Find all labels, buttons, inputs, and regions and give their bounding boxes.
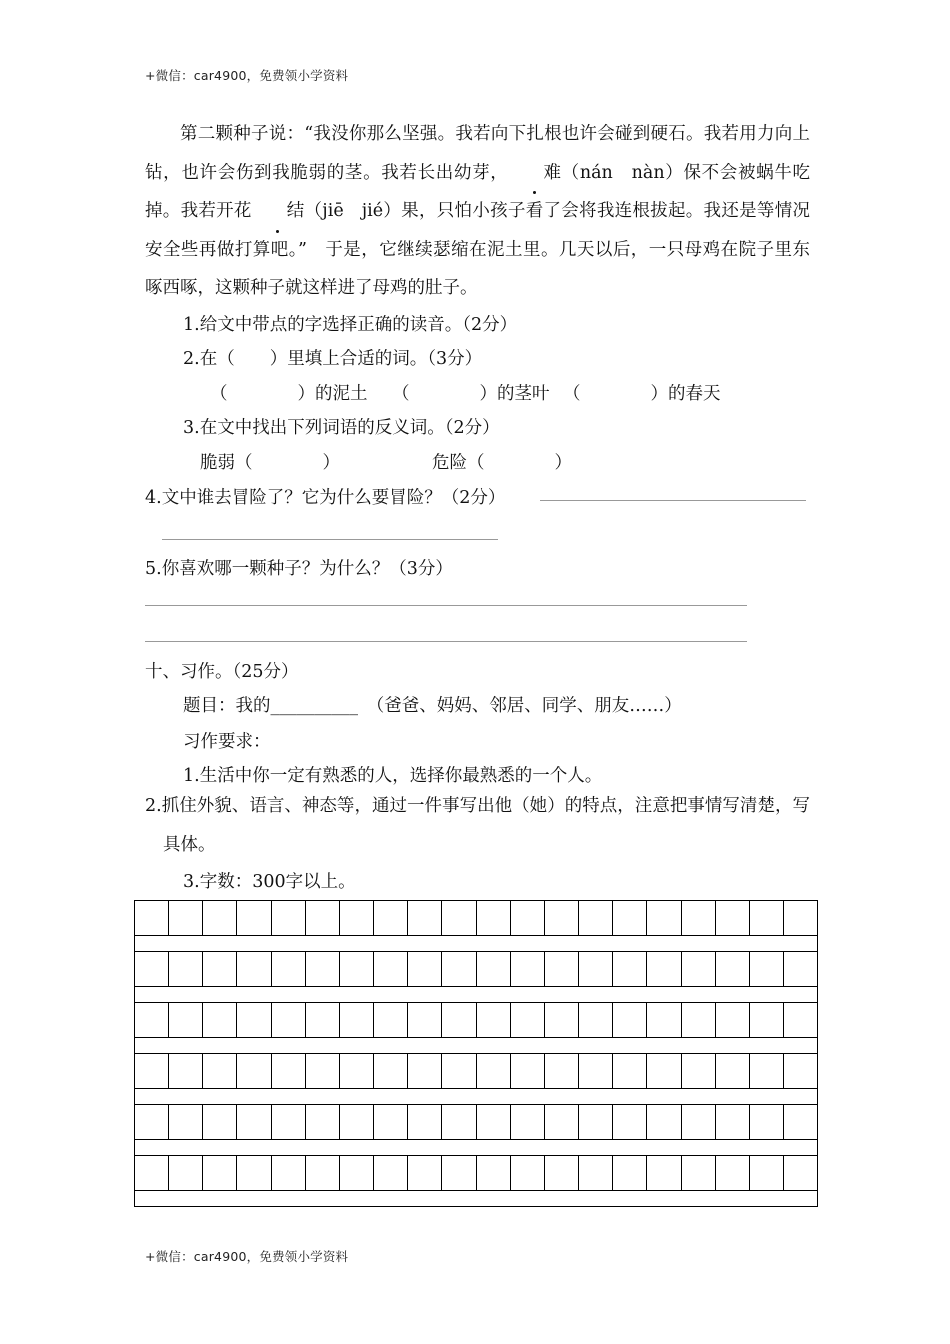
question-1: 1.给文中带点的字选择正确的读音。（2分）	[183, 315, 518, 335]
grid-cell[interactable]	[135, 1156, 169, 1190]
grid-cell[interactable]	[545, 1003, 579, 1037]
grid-cell[interactable]	[169, 1003, 203, 1037]
grid-cell[interactable]	[169, 1105, 203, 1139]
writing-grid[interactable]	[134, 900, 818, 1207]
grid-cell[interactable]	[784, 1054, 817, 1088]
q5-answer-line-2[interactable]	[145, 641, 747, 642]
grid-cell[interactable]	[442, 1054, 476, 1088]
grid-cell[interactable]	[716, 1105, 750, 1139]
grid-cell[interactable]	[613, 1156, 647, 1190]
requirement-1: 1.生活中你一定有熟悉的人，选择你最熟悉的一个人。	[183, 766, 603, 786]
grid-cell[interactable]	[340, 952, 374, 986]
grid-cell[interactable]	[579, 1105, 613, 1139]
q4-answer-line-2[interactable]	[162, 539, 498, 540]
grid-row-gap	[135, 987, 817, 1003]
passage-part-c: （jiē jié）果，只怕小孩子看了会将我连根拔起。我还是等情况安全些再做打算吧。” 于是，它继续瑟缩在泥土里。几天以后，一只母鸡在院子里东啄西啄，这颗种子就这样进了母鸡的肚子。	[145, 201, 810, 298]
grid-cell[interactable]	[306, 901, 340, 935]
grid-cell[interactable]	[511, 901, 545, 935]
header-note: +微信：car4900，免费领小学资料	[145, 68, 349, 83]
grid-cell[interactable]	[203, 901, 237, 935]
grid-cell[interactable]	[203, 1003, 237, 1037]
grid-cell[interactable]	[613, 1003, 647, 1037]
composition-topic: 题目：我的__________ （爸爸、妈妈、邻居、同学、朋友……）	[183, 696, 682, 716]
grid-row-gap	[135, 1038, 817, 1054]
grid-cell[interactable]	[579, 901, 613, 935]
grid-cell[interactable]	[374, 1054, 408, 1088]
grid-cell[interactable]	[545, 1105, 579, 1139]
grid-cell[interactable]	[169, 1156, 203, 1190]
grid-cell[interactable]	[408, 1105, 442, 1139]
q4-answer-line-1[interactable]	[540, 500, 806, 501]
grid-cell[interactable]	[442, 1156, 476, 1190]
grid-cell[interactable]	[374, 952, 408, 986]
grid-cell[interactable]	[169, 952, 203, 986]
grid-cell[interactable]	[511, 1003, 545, 1037]
question-5: 5.你喜欢哪一颗种子？为什么？（3分）	[145, 559, 453, 579]
grid-cell[interactable]	[442, 952, 476, 986]
grid-cell[interactable]	[545, 901, 579, 935]
grid-cell[interactable]	[511, 1054, 545, 1088]
grid-cell[interactable]	[272, 1105, 306, 1139]
grid-cell[interactable]	[511, 952, 545, 986]
grid-cell[interactable]	[477, 1105, 511, 1139]
grid-cell[interactable]	[408, 1054, 442, 1088]
grid-cell[interactable]	[169, 901, 203, 935]
grid-cell[interactable]	[237, 1054, 271, 1088]
grid-cell[interactable]	[647, 1003, 681, 1037]
grid-cell[interactable]	[647, 901, 681, 935]
grid-cell[interactable]	[340, 1105, 374, 1139]
grid-cell[interactable]	[477, 901, 511, 935]
grid-cell[interactable]	[272, 1054, 306, 1088]
grid-cell[interactable]	[579, 1054, 613, 1088]
grid-cell[interactable]	[374, 1003, 408, 1037]
grid-cell[interactable]	[237, 1105, 271, 1139]
grid-cell[interactable]	[169, 1054, 203, 1088]
grid-cell[interactable]	[511, 1156, 545, 1190]
grid-cell[interactable]	[613, 1054, 647, 1088]
grid-cell[interactable]	[135, 1105, 169, 1139]
dotted-char-jie: 结	[252, 192, 305, 231]
grid-cell[interactable]	[511, 1105, 545, 1139]
grid-row	[135, 1105, 817, 1140]
grid-cell[interactable]	[716, 1003, 750, 1037]
grid-cell[interactable]	[545, 1054, 579, 1088]
requirement-2: 2.抓住外貌、语言、神态等，通过一件事写出他（她）的特点，注意把事情写清楚，写具体。	[145, 796, 810, 855]
grid-cell[interactable]	[340, 901, 374, 935]
grid-cell[interactable]	[477, 1054, 511, 1088]
grid-cell[interactable]	[408, 952, 442, 986]
grid-cell[interactable]	[442, 901, 476, 935]
grid-cell[interactable]	[374, 901, 408, 935]
grid-cell[interactable]	[203, 1105, 237, 1139]
grid-cell[interactable]	[477, 952, 511, 986]
grid-cell[interactable]	[408, 901, 442, 935]
dotted-char-nan: 难	[508, 154, 561, 193]
grid-row	[135, 1156, 817, 1191]
grid-cell[interactable]	[716, 952, 750, 986]
grid-cell[interactable]	[750, 1003, 784, 1037]
grid-cell[interactable]	[237, 1003, 271, 1037]
grid-cell[interactable]	[340, 1156, 374, 1190]
composition-title: 十、习作。（25分）	[145, 662, 299, 682]
grid-cell[interactable]	[784, 1156, 817, 1190]
grid-row-gap	[135, 1089, 817, 1105]
grid-cell[interactable]	[682, 1003, 716, 1037]
grid-cell[interactable]	[237, 1156, 271, 1190]
grid-cell[interactable]	[340, 1003, 374, 1037]
grid-cell[interactable]	[716, 901, 750, 935]
grid-cell[interactable]	[203, 1156, 237, 1190]
grid-cell[interactable]	[682, 1054, 716, 1088]
grid-cell[interactable]	[647, 952, 681, 986]
grid-cell[interactable]	[682, 1156, 716, 1190]
grid-cell[interactable]	[272, 1156, 306, 1190]
grid-cell[interactable]	[135, 952, 169, 986]
passage-paragraph	[145, 115, 810, 308]
grid-cell[interactable]	[306, 1105, 340, 1139]
grid-cell[interactable]	[272, 901, 306, 935]
grid-cell[interactable]	[750, 901, 784, 935]
passage-part-a: 第二颗种子说：“我没你那么坚强。我若向下扎根也许会碰到硬石。我若用力向上钻，也许会伤到我脆弱的茎。我若长出幼芽，	[145, 124, 810, 183]
q2-blank-spring[interactable]: （ ）的春天	[563, 384, 721, 404]
grid-cell[interactable]	[237, 901, 271, 935]
grid-cell[interactable]	[750, 1105, 784, 1139]
grid-cell[interactable]	[545, 1156, 579, 1190]
grid-cell[interactable]	[306, 1054, 340, 1088]
grid-cell[interactable]	[408, 1156, 442, 1190]
requirements-label: 习作要求：	[183, 732, 271, 752]
q3-antonym-danger[interactable]: 危险（ ）	[432, 453, 572, 473]
grid-cell[interactable]	[784, 952, 817, 986]
grid-row	[135, 952, 817, 987]
grid-cell[interactable]	[716, 1054, 750, 1088]
grid-cell[interactable]	[750, 952, 784, 986]
grid-cell[interactable]	[716, 1156, 750, 1190]
grid-cell[interactable]	[272, 1003, 306, 1037]
grid-cell[interactable]	[306, 952, 340, 986]
grid-row	[135, 901, 817, 936]
grid-cell[interactable]	[135, 1003, 169, 1037]
grid-cell[interactable]	[750, 1156, 784, 1190]
grid-row-gap	[135, 1140, 817, 1156]
footer-note: +微信：car4900，免费领小学资料	[145, 1249, 349, 1264]
grid-cell[interactable]	[682, 1105, 716, 1139]
question-4: 4.文中谁去冒险了？它为什么要冒险？（2分）	[145, 488, 506, 508]
grid-cell[interactable]	[203, 952, 237, 986]
grid-cell[interactable]	[340, 1054, 374, 1088]
grid-cell[interactable]	[682, 901, 716, 935]
grid-cell[interactable]	[306, 1156, 340, 1190]
grid-cell[interactable]	[613, 1105, 647, 1139]
passage-part-b: （nán nàn）保不会被蜗牛吃掉。我若开花	[145, 162, 810, 221]
grid-cell[interactable]	[203, 1054, 237, 1088]
grid-cell[interactable]	[135, 1054, 169, 1088]
grid-cell[interactable]	[579, 1003, 613, 1037]
grid-cell[interactable]	[442, 1105, 476, 1139]
grid-cell[interactable]	[784, 1003, 817, 1037]
grid-cell[interactable]	[579, 952, 613, 986]
grid-cell[interactable]	[135, 901, 169, 935]
grid-row	[135, 1054, 817, 1089]
grid-row	[135, 1003, 817, 1038]
grid-cell[interactable]	[682, 952, 716, 986]
grid-cell[interactable]	[374, 1156, 408, 1190]
grid-cell[interactable]	[750, 1054, 784, 1088]
grid-cell[interactable]	[477, 1156, 511, 1190]
grid-cell[interactable]	[784, 901, 817, 935]
q3-antonym-fragile[interactable]: 脆弱（ ）	[200, 453, 340, 473]
grid-cell[interactable]	[613, 901, 647, 935]
grid-cell[interactable]	[784, 1105, 817, 1139]
q2-blank-soil[interactable]: （ ）的泥土	[210, 384, 368, 404]
grid-cell[interactable]	[306, 1003, 340, 1037]
grid-row-gap	[135, 936, 817, 952]
grid-cell[interactable]	[647, 1054, 681, 1088]
grid-cell[interactable]	[613, 952, 647, 986]
grid-cell[interactable]	[374, 1105, 408, 1139]
grid-cell[interactable]	[408, 1003, 442, 1037]
requirement-3: 3.字数：300字以上。	[183, 872, 356, 892]
grid-row-gap	[135, 1191, 817, 1206]
grid-cell[interactable]	[272, 952, 306, 986]
grid-cell[interactable]	[579, 1156, 613, 1190]
grid-cell[interactable]	[477, 1003, 511, 1037]
grid-cell[interactable]	[442, 1003, 476, 1037]
grid-cell[interactable]	[545, 952, 579, 986]
q5-answer-line-1[interactable]	[145, 605, 747, 606]
grid-cell[interactable]	[647, 1105, 681, 1139]
grid-cell[interactable]	[647, 1156, 681, 1190]
q2-blank-stem[interactable]: （ ）的茎叶	[392, 384, 550, 404]
question-3: 3.在文中找出下列词语的反义词。（2分）	[183, 418, 500, 438]
question-2: 2.在（ ）里填上合适的词。（3分）	[183, 349, 483, 369]
grid-cell[interactable]	[237, 952, 271, 986]
